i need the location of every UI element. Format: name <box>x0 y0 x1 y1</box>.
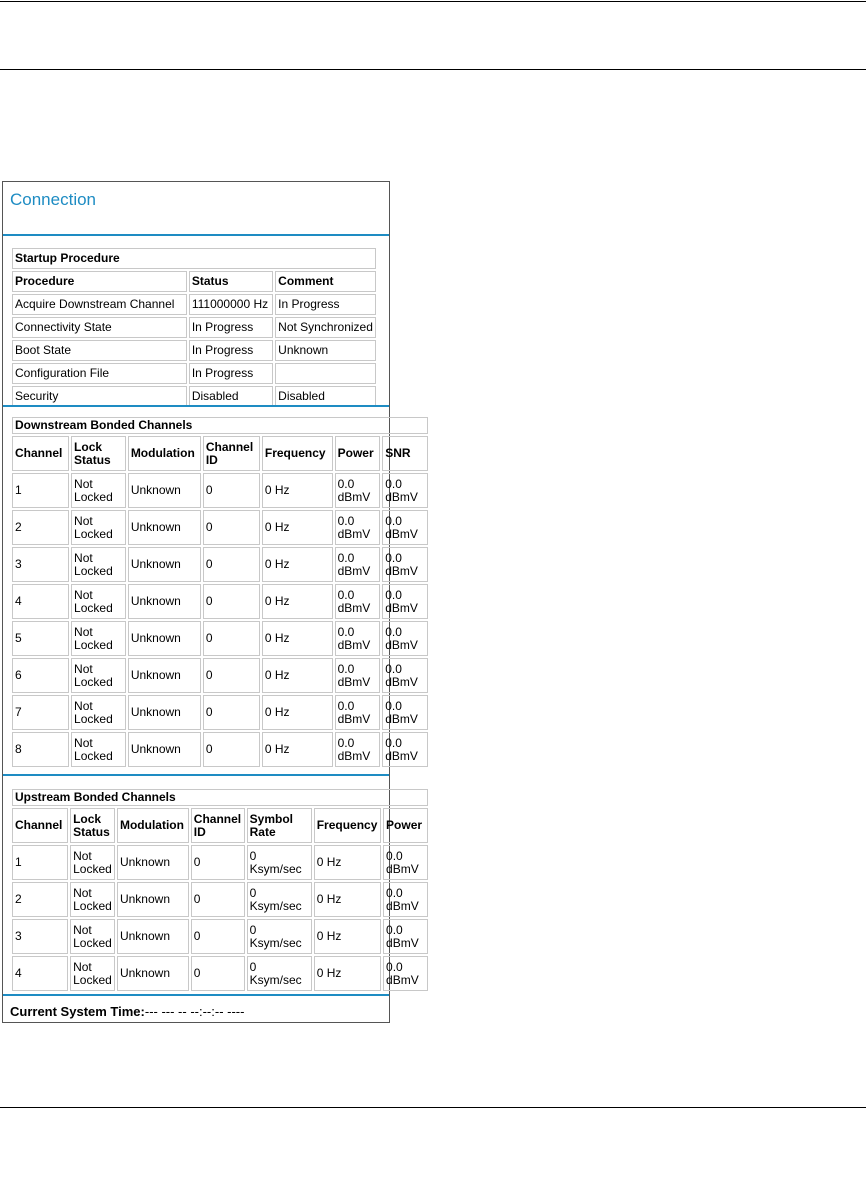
downstream-table-row <box>12 621 428 656</box>
header-rule <box>0 69 866 70</box>
downstream-cell: 0 Hz <box>262 547 333 582</box>
downstream-cell: Not Locked <box>71 695 126 730</box>
startup-cell: In Progress <box>189 317 273 338</box>
downstream-cell: Not Locked <box>71 547 126 582</box>
upstream-cell: Not Locked <box>70 882 115 917</box>
downstream-cell: 0 Hz <box>262 732 333 767</box>
downstream-cell: 0 Hz <box>262 584 333 619</box>
downstream-header-cell: Power <box>335 436 381 471</box>
downstream-cell: 0 <box>203 621 260 656</box>
downstream-cell: 0.0 dBmV <box>382 732 428 767</box>
downstream-cell: 0 Hz <box>262 510 333 545</box>
upstream-cell: 0.0 dBmV <box>383 919 428 954</box>
upstream-cell: 0 Ksym/sec <box>247 845 312 880</box>
startup-table-row <box>12 294 376 315</box>
upstream-cell: Not Locked <box>70 956 115 991</box>
downstream-channels-table <box>10 415 430 769</box>
downstream-cell: 0 Hz <box>262 473 333 508</box>
system-time-value: --- --- -- --:--:-- ---- <box>144 1004 245 1019</box>
upstream-cell: 0.0 dBmV <box>383 845 428 880</box>
downstream-cell: 0.0 dBmV <box>335 621 381 656</box>
startup-cell: Boot State <box>12 340 187 361</box>
system-time-label: Current System Time: <box>10 1004 145 1019</box>
downstream-cell: Not Locked <box>71 510 126 545</box>
downstream-cell: 6 <box>12 658 69 693</box>
startup-header-cell: Comment <box>275 271 376 292</box>
startup-table-row <box>12 386 376 407</box>
downstream-cell: 0.0 dBmV <box>335 510 381 545</box>
startup-cell: Security <box>12 386 187 407</box>
downstream-cell: Unknown <box>128 584 201 619</box>
startup-caption: Startup Procedure <box>12 248 376 269</box>
downstream-table-row <box>12 695 428 730</box>
downstream-cell: 0.0 dBmV <box>382 695 428 730</box>
upstream-cell: Unknown <box>117 845 189 880</box>
downstream-cell: 0.0 dBmV <box>382 658 428 693</box>
upstream-table-row <box>12 882 428 917</box>
downstream-cell: 0.0 dBmV <box>335 547 381 582</box>
upstream-cell: 0 Ksym/sec <box>247 882 312 917</box>
upstream-channels-table <box>10 787 430 993</box>
upstream-header-cell: Channel <box>12 808 68 843</box>
upstream-cell: 0 <box>191 882 245 917</box>
downstream-cell: 0.0 dBmV <box>382 510 428 545</box>
downstream-cell: 0 <box>203 584 260 619</box>
downstream-table-row <box>12 584 428 619</box>
downstream-cell: 0.0 dBmV <box>382 584 428 619</box>
downstream-cell: 4 <box>12 584 69 619</box>
startup-cell: In Progress <box>275 294 376 315</box>
upstream-cell: Not Locked <box>70 919 115 954</box>
startup-header-cell: Procedure <box>12 271 187 292</box>
upstream-separator <box>3 994 389 996</box>
startup-table-row <box>12 317 376 338</box>
upstream-header-cell: Frequency <box>314 808 381 843</box>
startup-header-cell: Status <box>189 271 273 292</box>
upstream-cell: 0.0 dBmV <box>383 882 428 917</box>
downstream-cell: 0 <box>203 473 260 508</box>
startup-cell: Not Synchronized <box>275 317 376 338</box>
downstream-header-cell: Channel ID <box>203 436 260 471</box>
downstream-cell: Not Locked <box>71 658 126 693</box>
upstream-table-row <box>12 919 428 954</box>
downstream-cell: Not Locked <box>71 732 126 767</box>
downstream-cell: 0.0 dBmV <box>335 584 381 619</box>
downstream-header-cell: Frequency <box>262 436 333 471</box>
upstream-cell: 0 <box>191 956 245 991</box>
downstream-cell: 7 <box>12 695 69 730</box>
upstream-header-cell: Symbol Rate <box>247 808 312 843</box>
downstream-cell: Unknown <box>128 547 201 582</box>
downstream-cell: 0.0 dBmV <box>382 547 428 582</box>
downstream-cell: 2 <box>12 510 69 545</box>
startup-table-row <box>12 363 376 384</box>
upstream-cell: 0 <box>191 845 245 880</box>
upstream-header-cell: Lock Status <box>70 808 115 843</box>
downstream-cell: Unknown <box>128 473 201 508</box>
downstream-table-row <box>12 658 428 693</box>
downstream-cell: 0 <box>203 732 260 767</box>
startup-cell: In Progress <box>189 340 273 361</box>
top-rule <box>0 1 866 2</box>
startup-table-row <box>12 340 376 361</box>
downstream-cell: 0.0 dBmV <box>335 473 381 508</box>
upstream-cell: Unknown <box>117 882 189 917</box>
upstream-cell: Unknown <box>117 919 189 954</box>
page-title: Connection <box>10 190 97 209</box>
upstream-cell: 0 Hz <box>314 956 381 991</box>
current-system-time <box>10 1004 244 1019</box>
downstream-cell: 8 <box>12 732 69 767</box>
downstream-cell: Unknown <box>128 621 201 656</box>
downstream-cell: Unknown <box>128 510 201 545</box>
upstream-cell: Not Locked <box>70 845 115 880</box>
upstream-header-cell: Power <box>383 808 428 843</box>
downstream-cell: Not Locked <box>71 621 126 656</box>
title-separator <box>3 234 389 236</box>
upstream-cell: 3 <box>12 919 68 954</box>
connection-panel <box>2 181 423 1023</box>
downstream-cell: 0.0 dBmV <box>335 732 381 767</box>
startup-separator <box>3 405 389 407</box>
upstream-table-row <box>12 845 428 880</box>
upstream-cell: 0 Ksym/sec <box>247 919 312 954</box>
downstream-cell: 0.0 dBmV <box>335 658 381 693</box>
downstream-cell: 0 <box>203 510 260 545</box>
downstream-table-row <box>12 547 428 582</box>
startup-cell <box>275 363 376 384</box>
downstream-header-cell: Lock Status <box>71 436 126 471</box>
downstream-table-row <box>12 473 428 508</box>
downstream-cell: 1 <box>12 473 69 508</box>
upstream-caption: Upstream Bonded Channels <box>12 789 428 806</box>
downstream-cell: Not Locked <box>71 584 126 619</box>
startup-cell: Disabled <box>189 386 273 407</box>
upstream-cell: 4 <box>12 956 68 991</box>
downstream-table-row <box>12 510 428 545</box>
upstream-cell: 0 Ksym/sec <box>247 956 312 991</box>
downstream-cell: Unknown <box>128 658 201 693</box>
downstream-cell: 0.0 dBmV <box>382 621 428 656</box>
downstream-header-cell: Modulation <box>128 436 201 471</box>
startup-cell: 111000000 Hz <box>189 294 273 315</box>
downstream-cell: 0 Hz <box>262 658 333 693</box>
startup-cell: In Progress <box>189 363 273 384</box>
downstream-cell: 0 <box>203 547 260 582</box>
downstream-separator <box>3 774 389 776</box>
upstream-cell: 0.0 dBmV <box>383 956 428 991</box>
downstream-table-row <box>12 732 428 767</box>
downstream-cell: 0 <box>203 695 260 730</box>
upstream-cell: 1 <box>12 845 68 880</box>
startup-cell: Unknown <box>275 340 376 361</box>
downstream-header-cell: Channel <box>12 436 69 471</box>
upstream-cell: 0 Hz <box>314 882 381 917</box>
startup-procedure-table <box>10 246 378 409</box>
downstream-cell: 0.0 dBmV <box>382 473 428 508</box>
upstream-table-row <box>12 956 428 991</box>
startup-cell: Connectivity State <box>12 317 187 338</box>
downstream-caption: Downstream Bonded Channels <box>12 417 428 434</box>
downstream-cell: Unknown <box>128 732 201 767</box>
upstream-cell: 2 <box>12 882 68 917</box>
startup-cell: Configuration File <box>12 363 187 384</box>
upstream-cell: 0 Hz <box>314 919 381 954</box>
upstream-header-cell: Channel ID <box>191 808 245 843</box>
upstream-header-cell: Modulation <box>117 808 189 843</box>
downstream-cell: 3 <box>12 547 69 582</box>
downstream-cell: 0 <box>203 658 260 693</box>
downstream-header-cell: SNR <box>382 436 428 471</box>
upstream-cell: 0 <box>191 919 245 954</box>
downstream-cell: 5 <box>12 621 69 656</box>
startup-cell: Disabled <box>275 386 376 407</box>
downstream-cell: 0.0 dBmV <box>335 695 381 730</box>
upstream-cell: Unknown <box>117 956 189 991</box>
startup-cell: Acquire Downstream Channel <box>12 294 187 315</box>
upstream-cell: 0 Hz <box>314 845 381 880</box>
footer-rule <box>0 1107 866 1108</box>
downstream-cell: 0 Hz <box>262 695 333 730</box>
downstream-cell: 0 Hz <box>262 621 333 656</box>
downstream-cell: Not Locked <box>71 473 126 508</box>
downstream-cell: Unknown <box>128 695 201 730</box>
